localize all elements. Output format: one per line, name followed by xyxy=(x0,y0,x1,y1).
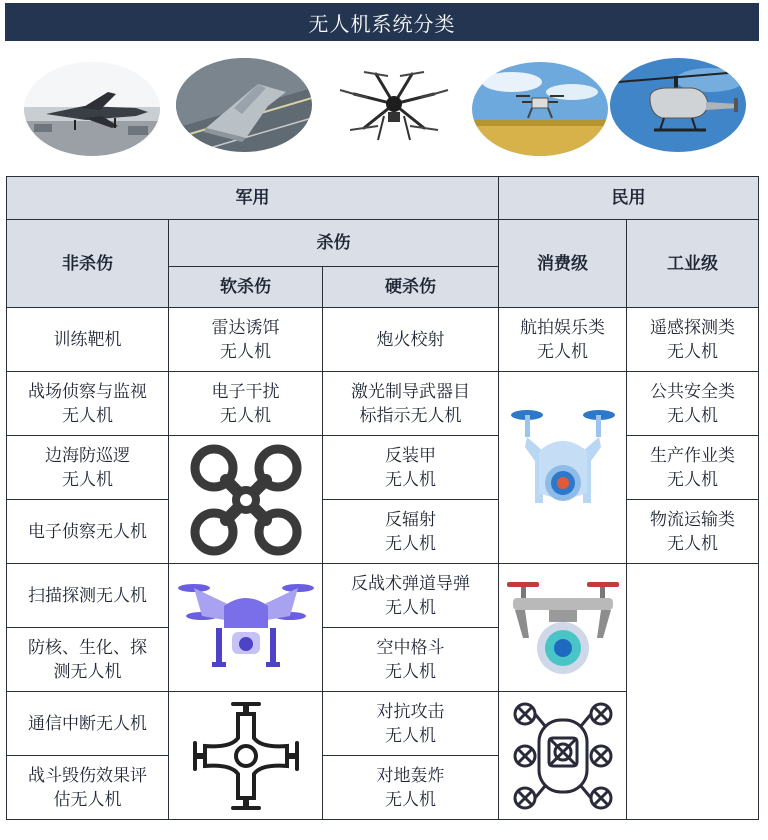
consumer-icon-cell xyxy=(499,692,627,820)
hard-kill-cell xyxy=(323,692,499,756)
cell-text: 战场侦察与监视 xyxy=(28,381,147,402)
cell-text: 战斗毁伤效果评 xyxy=(28,765,147,786)
cell-text: 雷达诱饵 xyxy=(211,317,280,338)
header-soft-kill: 软杀伤 xyxy=(169,267,323,308)
cell-text: 无人机 xyxy=(667,533,719,554)
cell-text: 空中格斗 xyxy=(376,637,445,658)
cell-text: 生产作业类 xyxy=(650,445,736,466)
cell-text: 无人机 xyxy=(385,597,437,618)
cell-text: 电子干扰 xyxy=(211,381,280,402)
purple-camera-drone-icon xyxy=(176,572,316,684)
page-title-text: 无人机系统分类 xyxy=(308,11,456,36)
soft-kill-icon-cell xyxy=(169,436,323,564)
page-title xyxy=(5,3,759,41)
cell-text: 公共安全类 xyxy=(650,381,736,402)
cell-text: 物流运输类 xyxy=(650,509,736,530)
uav-classification-table xyxy=(6,176,759,820)
cell-text: 通信中断无人机 xyxy=(28,713,147,734)
cell-text: 反战术弹道导弹 xyxy=(351,573,471,594)
industrial-cell xyxy=(627,500,759,564)
cell-text: 航拍娱乐类 xyxy=(520,317,606,338)
hard-kill-cell xyxy=(323,500,499,564)
header-consumer: 消费级 xyxy=(499,220,627,308)
flying-wing-uav-photo xyxy=(176,58,312,152)
consumer-cell xyxy=(499,308,627,372)
header-hard-kill: 硬杀伤 xyxy=(323,267,499,308)
non-lethal-cell xyxy=(7,500,169,564)
gray-camera-drone-icon xyxy=(503,572,623,684)
cell-text: 反辐射 xyxy=(385,509,437,530)
cell-text: 无人机 xyxy=(385,533,437,554)
cell-text: 估无人机 xyxy=(53,789,122,810)
header-non-lethal: 非杀伤 xyxy=(7,220,169,308)
cell-text: 无人机 xyxy=(667,405,719,426)
cell-text: 遥感探测类 xyxy=(650,317,736,338)
cell-text: 对抗攻击 xyxy=(376,701,445,722)
non-lethal-cell xyxy=(7,756,169,820)
header-civil: 民用 xyxy=(499,177,759,220)
soft-kill-icon-cell xyxy=(169,692,323,820)
cell-text: 炮火校射 xyxy=(376,329,445,350)
cell-text: 无人机 xyxy=(385,725,437,746)
cell-text: 无人机 xyxy=(385,789,437,810)
cell-text: 无人机 xyxy=(667,469,719,490)
consumer-icon-cell xyxy=(499,564,627,692)
non-lethal-cell xyxy=(7,372,169,436)
cell-text: 无人机 xyxy=(537,341,589,362)
non-lethal-cell xyxy=(7,692,169,756)
cell-text: 无人机 xyxy=(62,405,113,426)
cross-frame-drone-icon xyxy=(191,698,301,814)
industrial-cell xyxy=(627,436,759,500)
quadcopter-frame-icon xyxy=(186,440,306,560)
soft-kill-cell xyxy=(169,308,323,372)
cell-text: 测无人机 xyxy=(53,661,122,682)
agri-drone-photo xyxy=(472,62,608,156)
industrial-cell xyxy=(627,372,759,436)
non-lethal-cell xyxy=(7,564,169,628)
non-lethal-cell xyxy=(7,628,169,692)
cell-text: 无人机 xyxy=(220,405,271,426)
cell-text: 扫描探测无人机 xyxy=(28,585,147,606)
header-industrial: 工业级 xyxy=(627,220,759,308)
hard-kill-cell xyxy=(323,436,499,500)
cell-text: 电子侦察无人机 xyxy=(28,521,147,542)
cell-text: 无人机 xyxy=(385,469,437,490)
hard-kill-cell xyxy=(323,564,499,628)
industrial-cell xyxy=(627,308,759,372)
uav-helicopter-photo xyxy=(610,58,746,152)
cell-text: 激光制导武器目 xyxy=(351,381,471,402)
octocopter-outline-icon xyxy=(511,700,615,812)
photo-strip xyxy=(0,50,768,166)
cell-text: 边海防巡逻 xyxy=(45,445,130,466)
cell-text: 无人机 xyxy=(220,341,271,362)
header-military: 军用 xyxy=(7,177,499,220)
cell-text: 标指示无人机 xyxy=(359,405,462,426)
cell-text: 反装甲 xyxy=(385,445,437,466)
industrial-empty-cell xyxy=(627,564,759,820)
cell-text: 对地轰炸 xyxy=(376,765,445,786)
blue-robot-drone-icon xyxy=(507,403,619,533)
soft-kill-icon-cell xyxy=(169,564,323,692)
cell-text: 防核、生化、探 xyxy=(28,637,147,658)
cell-text: 训练靶机 xyxy=(53,329,122,350)
hard-kill-cell xyxy=(323,628,499,692)
cell-text: 无人机 xyxy=(385,661,437,682)
cell-text: 无人机 xyxy=(667,341,719,362)
consumer-icon-cell xyxy=(499,372,627,564)
stealth-uav-photo xyxy=(24,62,160,156)
non-lethal-cell xyxy=(7,436,169,500)
non-lethal-cell xyxy=(7,308,169,372)
soft-kill-cell xyxy=(169,372,323,436)
header-lethal: 杀伤 xyxy=(169,220,499,267)
hard-kill-cell xyxy=(323,756,499,820)
hexacopter-photo xyxy=(326,60,462,154)
cell-text: 无人机 xyxy=(62,469,113,490)
hard-kill-cell xyxy=(323,308,499,372)
hard-kill-cell xyxy=(323,372,499,436)
